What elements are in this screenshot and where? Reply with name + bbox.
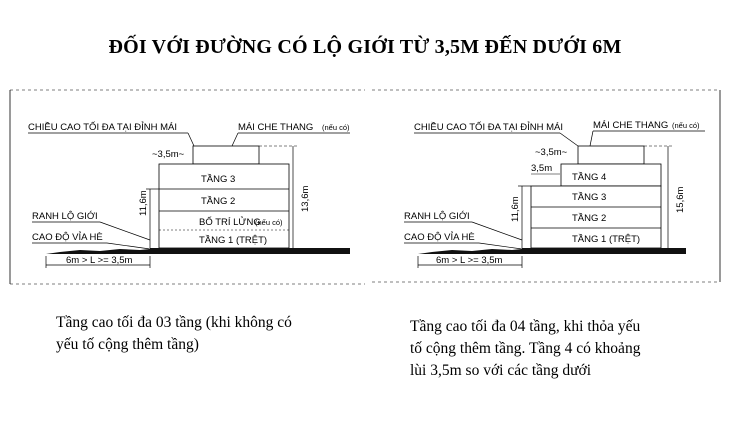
left-floor-2: TẦNG 2 bbox=[201, 196, 236, 207]
right-stair-roof-box bbox=[578, 146, 644, 164]
right-boundary-pointer bbox=[472, 222, 522, 240]
right-label-stair-roof-note: (nếu có) bbox=[672, 121, 700, 130]
left-label-sidewalk: CAO ĐỘ VỈA HÈ bbox=[32, 232, 103, 243]
right-ground bbox=[418, 248, 686, 254]
left-label-boundary: RANH LỘ GIỚI bbox=[32, 211, 98, 222]
left-ground bbox=[46, 248, 350, 254]
left-stair-roof-box bbox=[193, 146, 259, 164]
right-caption-line: Tầng cao tối đa 04 tầng, khi thỏa yếu bbox=[410, 318, 641, 335]
left-dim-total: 13,6m bbox=[300, 185, 311, 212]
right-label-floor4-setback: 3,5m bbox=[531, 163, 553, 174]
right-max-height-pointer bbox=[560, 133, 578, 146]
right-label-stair-roof: MÁI CHE THANG bbox=[593, 120, 669, 131]
right-sidewalk-pointer bbox=[479, 243, 522, 249]
left-label-max-height: CHIỀU CAO TỐI ĐA TẠI ĐỈNH MÁI bbox=[28, 122, 178, 133]
left-label-stair-roof: MÁI CHE THANG bbox=[238, 122, 314, 133]
left-boundary-pointer bbox=[100, 222, 150, 240]
right-dim-total: 15,6m bbox=[675, 186, 686, 213]
page-title: ĐỐI VỚI ĐƯỜNG CÓ LỘ GIỚI TỪ 3,5M ĐẾN DƯỚI 6M bbox=[108, 36, 622, 58]
right-diagram bbox=[372, 90, 720, 282]
left-max-height-pointer bbox=[188, 133, 194, 146]
left-dim-inner: 11,6m bbox=[138, 190, 149, 216]
right-caption-line: lùi 3,5m so với các tầng dưới bbox=[410, 362, 592, 379]
right-caption-line: tố cộng thêm tầng. Tầng 4 có khoảng bbox=[410, 340, 641, 357]
right-stair-roof-pointer bbox=[590, 131, 593, 146]
left-sidewalk-pointer bbox=[107, 243, 150, 249]
right-floor-1: TẦNG 1 (TRỆT) bbox=[572, 234, 641, 245]
right-label-boundary: RANH LỘ GIỚI bbox=[404, 211, 470, 222]
right-floor-2: TẦNG 2 bbox=[572, 213, 607, 224]
right-floor-3: TẦNG 3 bbox=[572, 192, 607, 203]
left-diagram bbox=[10, 90, 365, 284]
left-floor-1: TẦNG 1 (TRỆT) bbox=[199, 235, 268, 246]
left-caption bbox=[56, 312, 356, 356]
left-label-setback: ~3,5m~ bbox=[152, 149, 185, 160]
left-floor-3: TẦNG 3 bbox=[201, 174, 236, 185]
right-floor-4: TẦNG 4 bbox=[572, 172, 607, 183]
left-mezzanine-note: (nếu có) bbox=[255, 218, 283, 227]
right-dim-inner: 11,6m bbox=[510, 196, 521, 222]
right-road: 6m > L >= 3,5m bbox=[436, 255, 503, 266]
left-mezzanine: BỐ TRÍ LỬNG bbox=[199, 217, 261, 228]
left-caption-line: Tầng cao tối đa 03 tầng (khi không có bbox=[56, 314, 292, 331]
right-label-setback: ~3,5m~ bbox=[535, 147, 568, 158]
left-caption-line: yếu tố cộng thêm tầng) bbox=[56, 336, 199, 353]
left-road: 6m > L >= 3,5m bbox=[66, 255, 133, 266]
right-label-sidewalk: CAO ĐỘ VỈA HÈ bbox=[404, 232, 475, 243]
right-caption bbox=[410, 316, 710, 382]
right-label-max-height: CHIỀU CAO TỐI ĐA TẠI ĐỈNH MÁI bbox=[414, 122, 564, 133]
left-stair-roof-pointer bbox=[232, 133, 238, 146]
left-label-stair-roof-note: (nếu có) bbox=[322, 123, 350, 132]
